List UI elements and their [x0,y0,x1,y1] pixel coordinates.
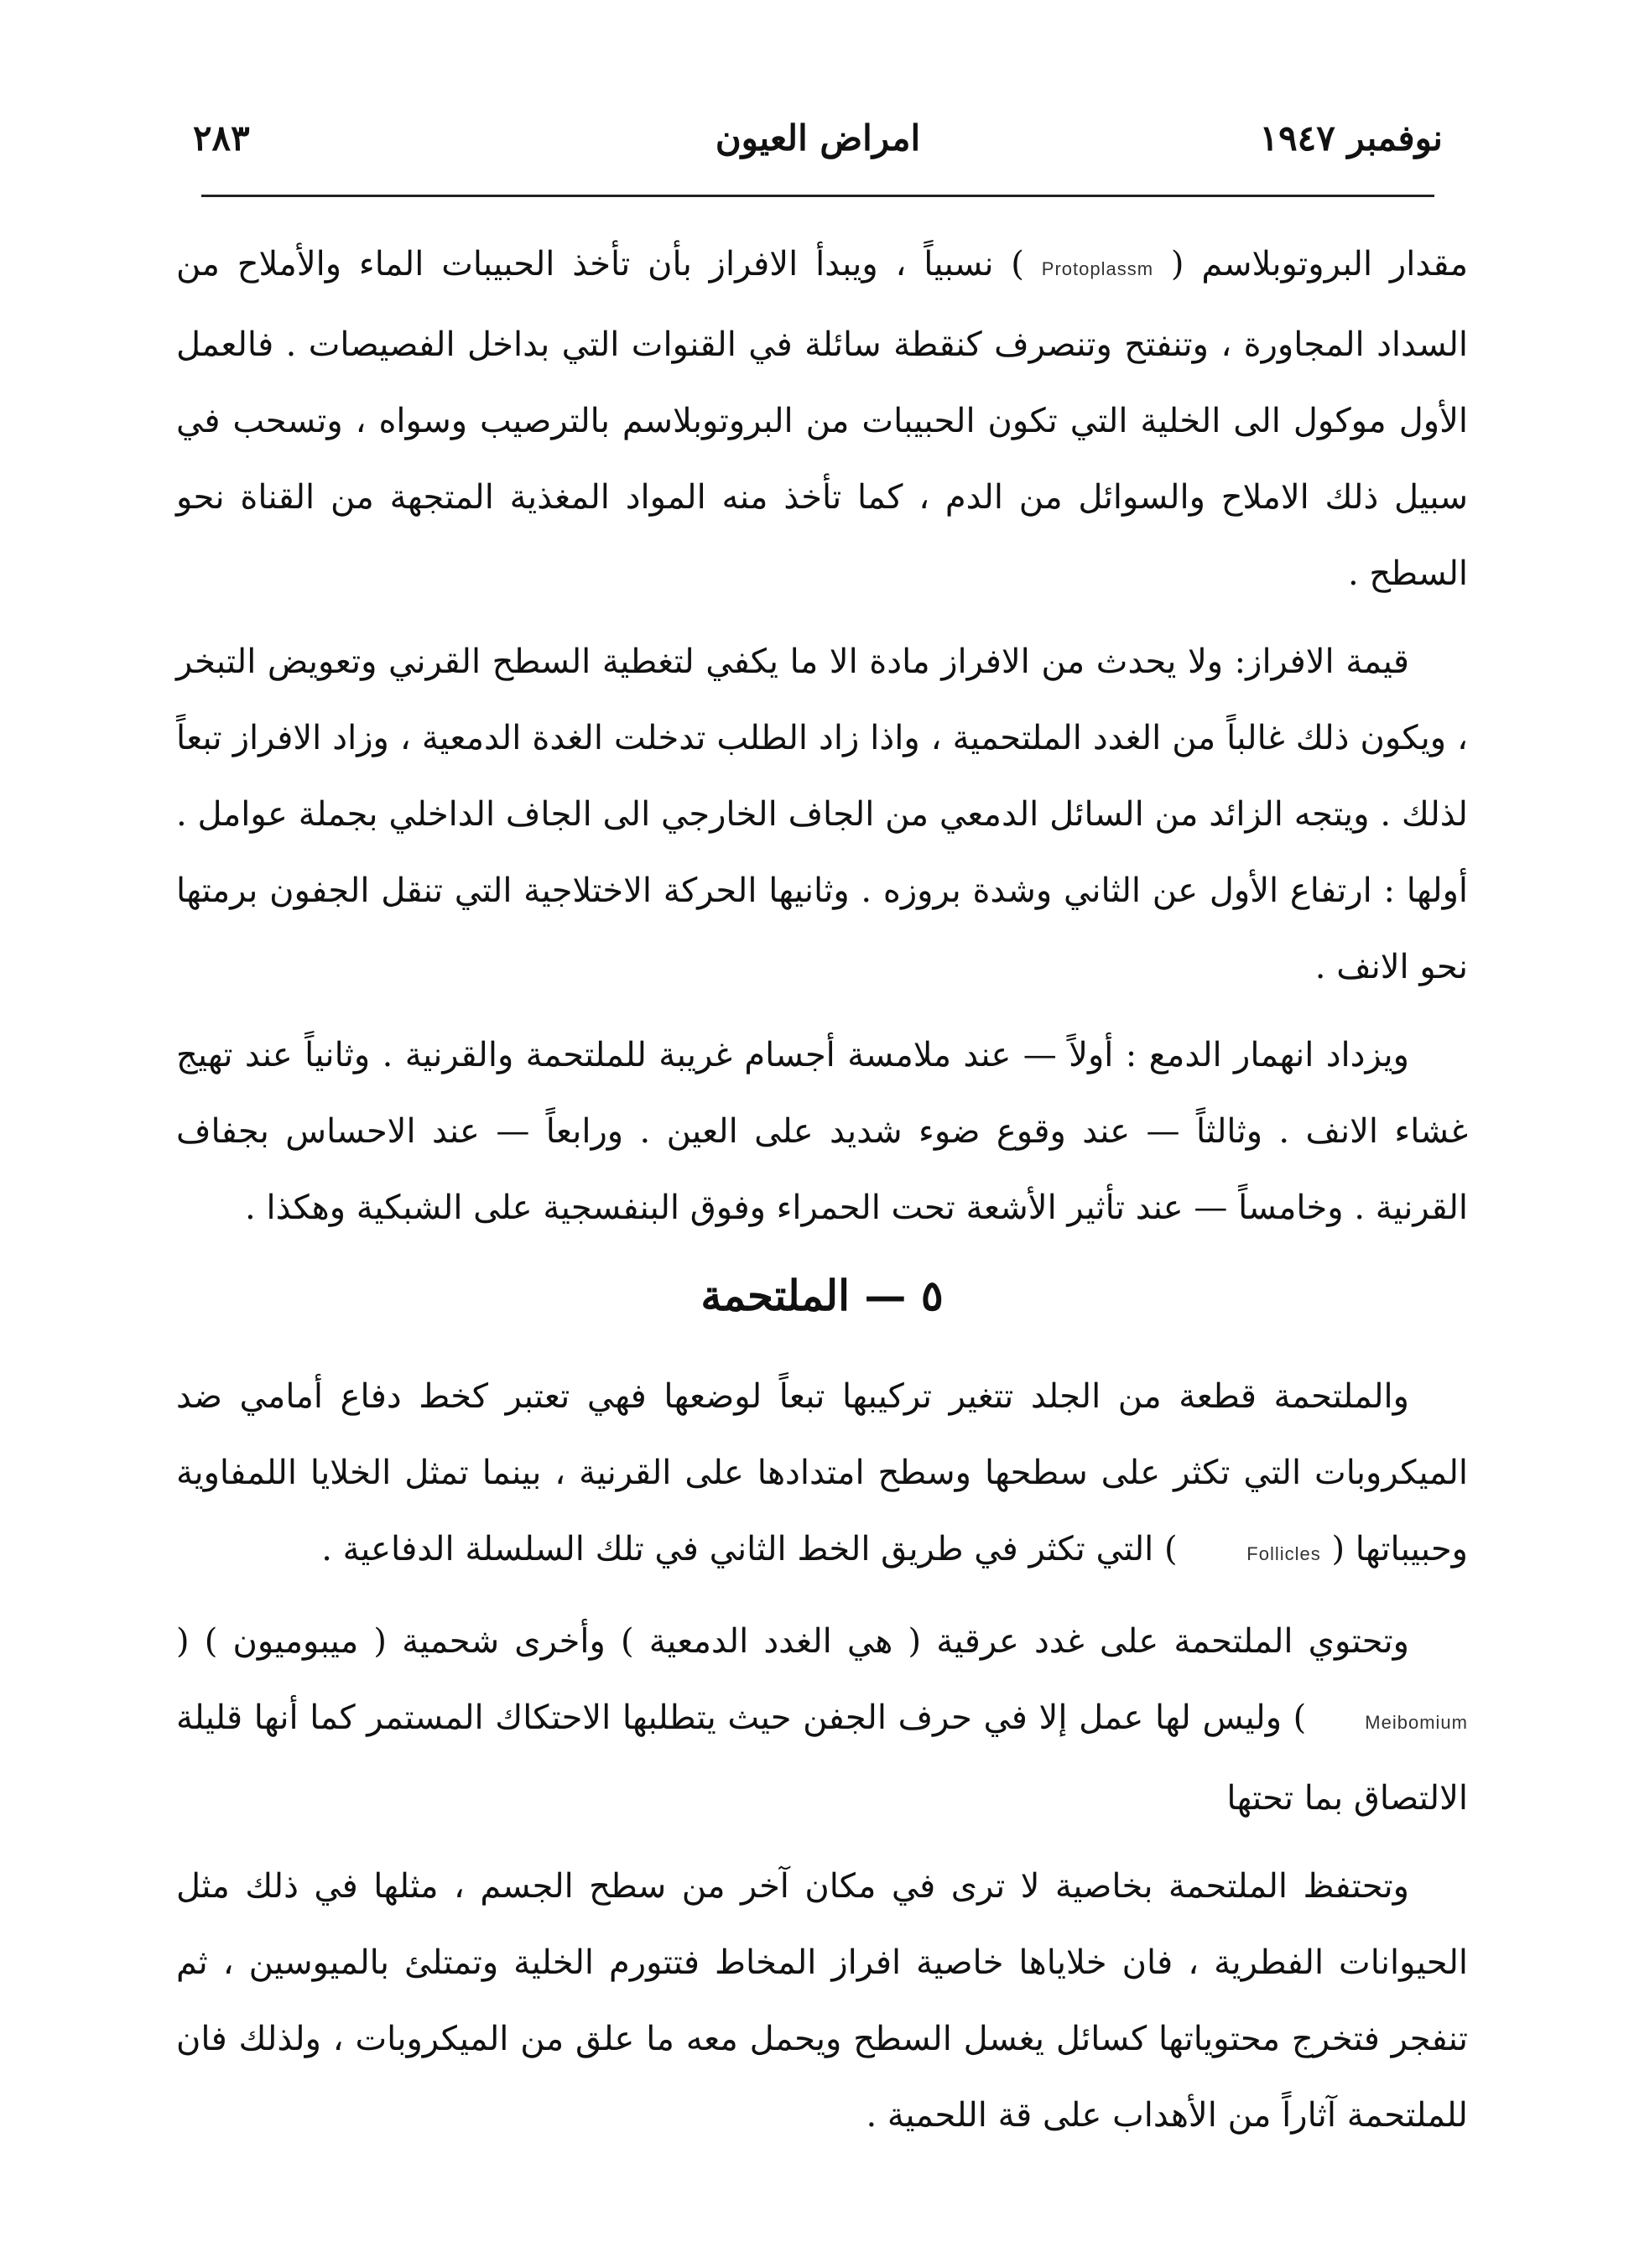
paragraph-1: مقدار البروتوبلاسم ( Protoplassm ) نسبياً ، ويبدأ الافراز بأن تأخذ الحبيبات الماء والأملاح من السداد المجاورة ، وتنفتح وتنصرف كنقطة سائلة في القنوات التي بداخل الفصيصات . فالعمل الأول موكول الى الخلية التي تكون الحبيبات من البروتوبلاسم بالترصيب وسواه ، وتسحب في سبيل ذلك الاملاح والسوائل من الدم ، كما تأخذ منه المواد المغذية المتجهة من القناة نحو السطح . [176,226,1468,612]
page-number: ٢٨٣ [193,117,250,159]
paragraph-2: قيمة الافراز: ولا يحدث من الافراز مادة الا ما يكفي لتغطية السطح القرني وتعويض التبخر ، ويكون ذلك غالباً من الغدد الملتحمية ، واذا زاد الطلب تدخلت الغدة الدمعية ، وزاد الافراز تبعاً لذلك . ويتجه الزائد من السائل الدمعي من الجاف الخارجي الى الجاف الداخلي بجملة عوامل . أولها : ارتفاع الأول عن الثاني وشدة بروزه . وثانيها الحركة الاختلاجية التي تنقل الجفون برمتها نحو الانف . [176,642,1468,986]
paragraph-3: ويزداد انهمار الدمع : أولاً — عند ملامسة أجسام غريبة للملتحمة والقرنية . وثانياً عند تهيج غشاء الانف . وثالثاً — عند وقوع ضوء شديد على العين . ورابعاً — عند الاحساس بجفاف القرنية . وخامساً — عند تأثير الأشعة تحت الحمراء وفوق البنفسجية على الشبكية وهكذا . [176,1036,1468,1227]
article-body [176,226,1468,2166]
header-date: نوفمبر ١٩٤٧ [1259,117,1443,159]
section-paragraph-1: والملتحمة قطعة من الجلد تتغير تركيبها تبعاً لوضعها فهي تعتبر كخط دفاع أمامي ضد الميكروبات التي تكثر على سطحها وسطح امتدادها على القرنية ، بينما تمثل الخلايا اللمفاوية وحبيباتها ( Follicles ) التي تكثر في طريق الخط الثاني في تلك السلسلة الدفاعية . [176,1359,1468,1592]
latin-term: Protoplassm [1041,258,1154,279]
header-rule [201,195,1434,197]
header-title: امراض العيون [715,117,921,159]
section-paragraph-3: وتحتفظ الملتحمة بخاصية لا ترى في مكان آخر من سطح الجسم ، مثلها في ذلك مثل الحيوانات الفطرية ، فان خلاياها خاصية افراز المخاط فتتورم الخلية وتمتلئ بالميوسين ، ثم تنفجر فتخرج محتوياتها كسائل يغسل السطح ويحمل معه ما علق من الميكروبات ، ولذلك فان للملتحمة آثاراً من الأهداب على قة اللحمية . [176,1867,1468,2135]
page-header [193,117,1443,176]
latin-term: Follicles [1246,1543,1321,1564]
section-paragraph-2: وتحتوي الملتحمة على غدد عرقية ( هي الغدد الدمعية ) وأخرى شحمية ( ميبوميون ) (Meibomium) وليس لها عمل إلا في حرف الجفن حيث يتطلبها الاحتكاك المستمر كما أنها قليلة الالتصاق بما تحتها [176,1622,1468,1818]
latin-term: Meibomium [1365,1712,1468,1733]
section-heading: ٥ — الملتحمة [700,1271,944,1320]
